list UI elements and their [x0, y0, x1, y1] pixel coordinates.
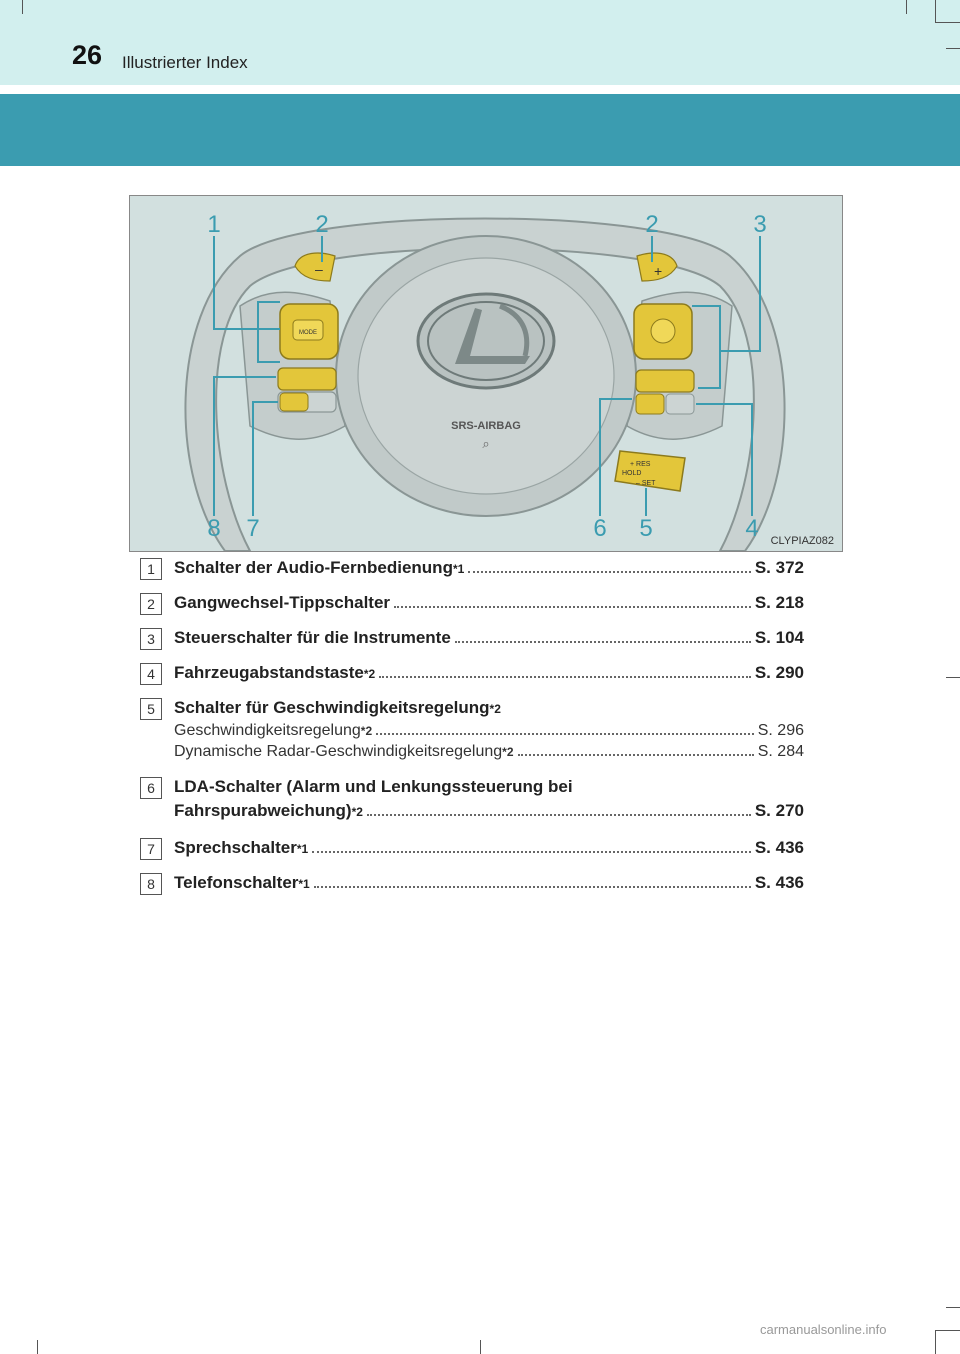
sub-item-label: Dynamische Radar-Geschwindigkeitsregelung: [174, 743, 503, 760]
hold-label: HOLD: [622, 470, 642, 477]
item-label-continued: Fahrspurabweichung): [174, 801, 352, 820]
steering-wheel-figure: [129, 195, 843, 552]
callout-2-left: 2: [315, 211, 329, 238]
callout-3: 3: [753, 211, 767, 238]
item-number: 8: [140, 873, 162, 895]
page-reference[interactable]: S. 104: [754, 628, 804, 647]
section-band: [0, 94, 960, 166]
list-item: [140, 591, 804, 615]
page-reference[interactable]: S. 372: [754, 558, 804, 577]
figure-code: CLYPIAZ082: [770, 535, 834, 547]
mode-label: MODE: [299, 330, 317, 336]
item-number: 4: [140, 663, 162, 685]
page-reference[interactable]: S. 270: [754, 801, 804, 820]
page-reference[interactable]: S. 436: [754, 838, 804, 857]
sub-item-label: Geschwindigkeitsregelung: [174, 722, 361, 739]
list-item: 7 Sprechschalter *1 S. 436: [140, 836, 804, 860]
list-item: 5 Schalter für Geschwindigkeitsregelung *2 Geschwindigkeitsregelung *2 S. 296 Dynamische Radar-Geschwindigkeitsregelung *2 S. 284: [140, 696, 804, 762]
item-label: LDA-Schalter (Alarm und Lenkungssteuerung bei: [174, 777, 573, 796]
crop-mark: [935, 1330, 960, 1331]
crop-mark: [946, 1307, 960, 1308]
set-label: – SET: [636, 480, 656, 487]
item-label: Steuerschalter für die Instrumente: [174, 628, 451, 647]
page-reference[interactable]: S. 436: [754, 873, 804, 892]
item-label: Sprechschalter: [174, 838, 297, 857]
page-reference[interactable]: S. 284: [757, 743, 804, 760]
callout-7: 7: [246, 515, 260, 542]
item-number: 5: [140, 698, 162, 720]
crop-mark: [480, 1340, 481, 1354]
crop-mark: [935, 22, 960, 23]
callout-6: 6: [593, 515, 607, 542]
callout-5: 5: [639, 515, 653, 542]
list-item: 1 Schalter der Audio-Fernbedienung *1 S. 372: [140, 556, 804, 580]
list-item: 4 Fahrzeugabstandstaste *2 S. 290: [140, 661, 804, 685]
crop-mark: [946, 677, 960, 678]
crop-mark: [906, 0, 907, 14]
item-label: Schalter für Geschwindigkeitsregelung: [174, 698, 490, 717]
page-reference[interactable]: S. 296: [757, 722, 804, 739]
res-label: + RES: [630, 461, 651, 468]
item-number: 3: [140, 628, 162, 650]
index-list: [140, 556, 804, 906]
callout-8: 8: [207, 515, 221, 542]
item-label: Telefonschalter: [174, 873, 299, 892]
list-item: 8 Telefonschalter *1 S. 436: [140, 871, 804, 895]
svg-text:⌕: ⌕: [482, 436, 490, 451]
crop-mark: [37, 1340, 38, 1354]
svg-text:–: –: [315, 261, 323, 277]
item-number: 1: [140, 558, 162, 580]
crop-mark: [935, 0, 936, 22]
item-label: Fahrzeugabstandstaste: [174, 663, 364, 682]
page-title: Illustrierter Index: [122, 53, 248, 72]
list-item: [140, 626, 804, 650]
callout-4: 4: [745, 515, 759, 542]
crop-mark: [946, 48, 960, 49]
page-number: 26: [72, 40, 103, 70]
crop-mark: [935, 1330, 936, 1354]
svg-text:+: +: [654, 263, 663, 279]
item-number: 2: [140, 593, 162, 615]
watermark[interactable]: carmanualsonline.info: [760, 1322, 887, 1337]
item-label: Schalter der Audio-Fernbedienung: [174, 558, 453, 577]
airbag-label: SRS-AIRBAG: [451, 420, 521, 432]
crop-mark: [22, 0, 23, 14]
callout-1: 1: [207, 211, 221, 238]
page-reference[interactable]: S. 290: [754, 663, 804, 682]
item-number: 6: [140, 777, 162, 799]
page-reference[interactable]: S. 218: [754, 593, 804, 612]
item-number: 7: [140, 838, 162, 860]
item-label: Gangwechsel-Tippschalter: [174, 593, 391, 612]
callout-2-right: 2: [645, 211, 659, 238]
list-item: 6 LDA-Schalter (Alarm und Lenkungssteuerung bei Fahrspurabweichung) *2 S. 270: [140, 775, 804, 823]
